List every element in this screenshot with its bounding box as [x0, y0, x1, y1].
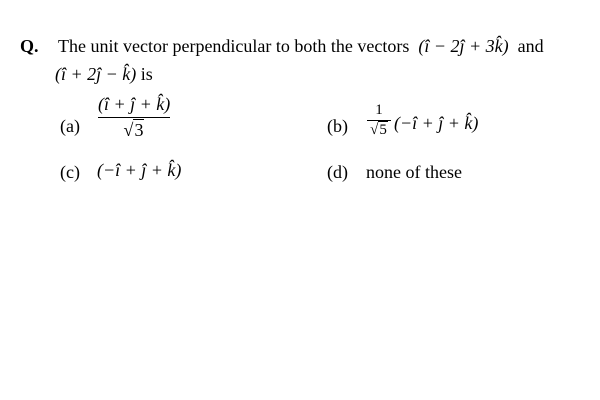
option-b-coeff-den: √5 — [370, 122, 387, 138]
option-c-label: (c) — [60, 162, 80, 182]
option-b-coefficient — [367, 102, 391, 139]
option-a-denominator: √3 — [123, 120, 144, 140]
vector-2: (î + 2ĵ − k̂) — [55, 64, 137, 84]
question-text-line2 — [55, 64, 153, 85]
vector-1: (î − 2ĵ + 3k̂) — [418, 36, 509, 56]
option-b-expression: (−î + ĵ + k̂) — [394, 113, 479, 133]
option-b-label: (b) — [327, 116, 348, 136]
question-label: Q. — [20, 36, 39, 56]
option-a-fraction — [98, 94, 170, 141]
option-b-coeff-num: 1 — [375, 102, 383, 118]
fraction-bar — [98, 117, 170, 118]
conjunction-and: and — [517, 36, 544, 56]
option-c-expression: (−î + ĵ + k̂) — [97, 160, 182, 180]
question-stem: The unit vector perpendicular to both the vectors — [58, 36, 410, 56]
option-d-label: (d) — [327, 162, 348, 182]
option-a-label: (a) — [60, 116, 80, 136]
question-text-line1 — [58, 36, 544, 57]
question-is: is — [140, 64, 153, 84]
option-d-text: none of these — [366, 162, 462, 182]
option-a-numerator: (î + ĵ + k̂) — [98, 94, 171, 114]
